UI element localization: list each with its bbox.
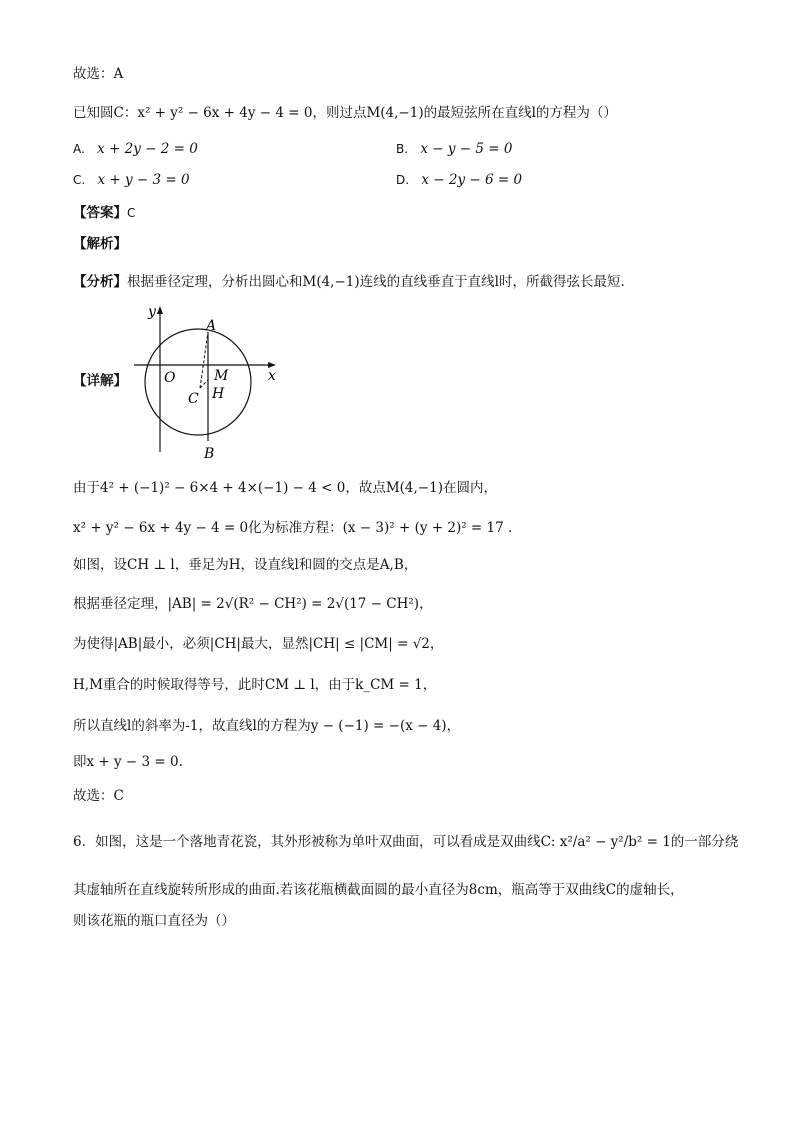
detail-tag: 【详解】 (73, 373, 127, 389)
step-4 (73, 594, 433, 614)
step-3-text: 如图，设CH ⊥ l，垂足为H，设直线l和圆的交点是A,B， (73, 557, 418, 573)
label-c: C (188, 391, 199, 407)
q6-line-3-text: 则该花瓶的瓶口直径为（） (73, 913, 235, 929)
option-a-label: A. (73, 142, 85, 156)
q6-line-3 (73, 911, 235, 931)
answer-value: C (127, 206, 136, 220)
step-5-text: 为使得|AB|最小，必须|CH|最大，显然|CH| ≤ |CM| = √2， (73, 636, 444, 652)
fenxi-text: 根据垂径定理，分析出圆心和M(4,−1)连线的直线垂直于直线l时，所截得弦长最短. (127, 274, 625, 290)
circle-figure (130, 302, 290, 464)
step-8-text: 即x + y − 3 = 0. (73, 754, 183, 770)
dashed-ca (200, 332, 208, 388)
step-8 (73, 752, 183, 772)
option-a-text: x + 2y − 2 = 0 (97, 141, 198, 157)
option-c-label: C. (73, 173, 86, 187)
step-1 (73, 478, 497, 498)
option-b-label: B. (396, 142, 409, 156)
step-2-text: x² + y² − 6x + 4y − 4 = 0化为标准方程：(x − 3)² + (y + 2)² = 17 . (73, 520, 513, 536)
step-3 (73, 555, 417, 575)
chose-a-text: 故选：A (73, 66, 124, 82)
chose-a-line (73, 64, 123, 84)
label-o: O (164, 370, 176, 386)
step-5 (73, 634, 443, 654)
q5-option-d (396, 170, 522, 190)
option-c-text: x + y − 3 = 0 (97, 172, 190, 188)
answer-tag: 【答案】 (73, 205, 127, 221)
fenxi-line (73, 272, 625, 292)
q6-line-2 (73, 880, 684, 900)
analysis-tag: 【解析】 (73, 236, 127, 252)
label-b: B (204, 446, 215, 462)
label-h: H (212, 386, 225, 402)
step-6-text: H,M重合的时候取得等号，此时CM ⊥ l，由于k_CM = 1， (73, 677, 437, 693)
answer-line (73, 203, 135, 223)
step-7-text: 所以直线l的斜率为-1，故直线l的方程为y − (−1) = −(x − 4)， (73, 718, 461, 734)
q5-stem (73, 103, 617, 123)
chose-c-text: 故选：C (73, 788, 124, 804)
chose-c-line (73, 786, 124, 806)
detail-line (73, 371, 127, 391)
step-7 (73, 716, 460, 736)
step-4-text: 根据垂径定理，|AB| = 2√(R² − CH²) = 2√(17 − CH²)， (73, 596, 433, 612)
q5-option-c (73, 170, 190, 190)
label-m: M (214, 368, 229, 384)
fenxi-tag: 【分析】 (73, 274, 127, 290)
option-d-text: x − 2y − 6 = 0 (421, 172, 523, 188)
q5-option-a (73, 139, 198, 159)
option-d-label: D. (396, 173, 410, 187)
q5-option-b (396, 139, 512, 159)
q6-line-1 (73, 832, 738, 852)
label-y: y (148, 304, 156, 320)
step-2 (73, 518, 512, 538)
y-axis-arrow (157, 306, 163, 314)
label-x: x (268, 368, 276, 384)
label-a: A (206, 318, 217, 334)
q6-line-1-text: 6．如图，这是一个落地青花瓷，其外形被称为单叶双曲面，可以看成是双曲线C: x²/a² − y²/b² = 1的一部分绕 (73, 834, 739, 850)
step-6 (73, 675, 436, 695)
step-1-text: 由于4² + (−1)² − 6×4 + 4×(−1) − 4 < 0，故点M(4,−1)在圆内， (73, 480, 497, 496)
circle-c (145, 329, 251, 435)
q5-stem-text: 已知圆C：x² + y² − 6x + 4y − 4 = 0，则过点M(4,−1)的最短弦所在直线l的方程为（） (73, 105, 617, 121)
q6-line-2-text: 其虚轴所在直线旋转所形成的曲面.若该花瓶横截面圆的最小直径为8cm，瓶高等于双曲线C的虚轴长， (73, 882, 684, 898)
analysis-line (73, 234, 127, 254)
option-b-text: x − y − 5 = 0 (420, 141, 513, 157)
